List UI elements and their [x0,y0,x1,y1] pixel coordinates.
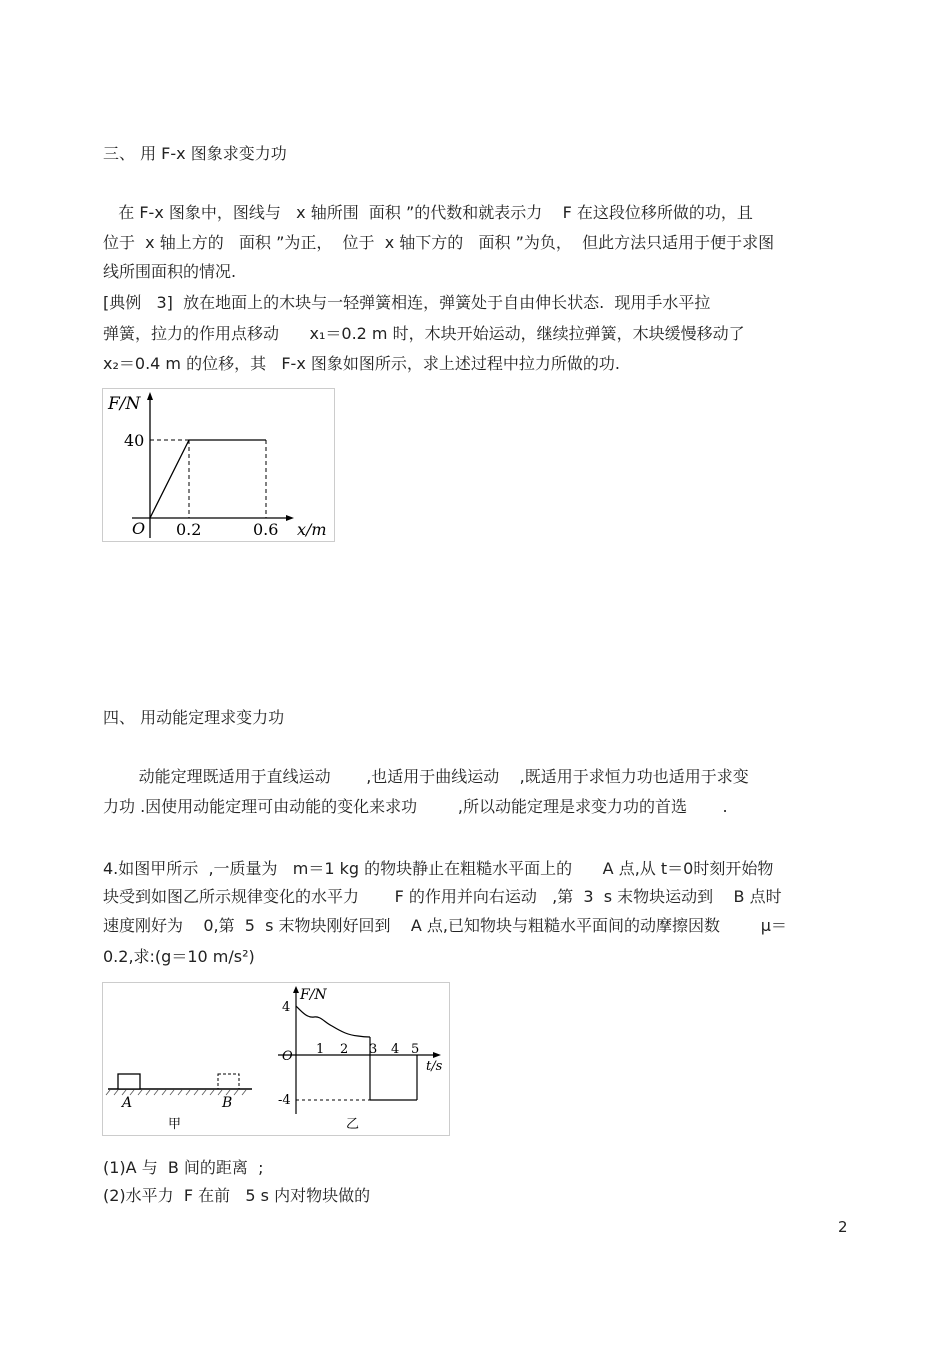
fx-force-curve [150,440,266,518]
section-4-para-line-2: 力功 .因使用动能定理可由动能的变化来求功 ,所以动能定理是求变力功的首选 . [103,797,728,816]
page-number: 2 [838,1218,848,1236]
ft-y-arrow [293,986,299,993]
ft-y-tick-minus-4: -4 [278,1093,291,1108]
section-4-para-line-1: 动能定理既适用于直线运动 ,也适用于曲线运动 ,既适用于求恒力功也适用于求变 [103,767,749,786]
problem-4-line-3: 速度刚好为 0,第 5 s 末物块刚好回到 A 点,已知物块与粗糙水平面间的动摩擦因数 μ＝ [103,916,787,935]
example-3-line-2: 弹簧，拉力的作用点移动 x₁＝0.2 m 时，木块开始运动，继续拉弹簧，木块缓慢移动了 [103,324,745,343]
question-2: (2)水平力 F 在前 5 s 内对物块做的 [103,1186,371,1205]
section-3-para-line-3: 线所围面积的情况. [103,262,237,281]
caption-jia: 甲 [168,1117,182,1132]
problem-4-line-1: 4.如图甲所示 ,一质量为 m＝1 kg 的物块静止在粗糙水平面上的 A 点,从 t＝0时刻开始物 [103,859,774,878]
ft-x-tick-1: 1 [316,1042,325,1057]
label-b: B [222,1095,233,1111]
problem-4-line-4: 0.2,求:(g＝10 m/s²) [103,947,255,966]
fx-x-label: x/m [297,520,327,539]
section-3-para-line-2: 位于 x 轴上方的 面积 ”为正， 位于 x 轴下方的 面积 ”为负， 但此方法只适用于便于求图 [103,233,775,252]
ft-force-curve-0-3 [296,1006,370,1037]
ft-x-arrow [433,1052,441,1058]
question-1: (1)A 与 B 间的距离 ; [103,1158,264,1177]
problem-4-line-2: 块受到如图乙所示规律变化的水平力 F 的作用并向右运动 ,第 3 s 末物块运动到 B 点时 [103,887,782,906]
fx-x-tick-02: 0.2 [176,520,202,539]
example-3-line-1: [典例 3] 放在地面上的木块与一轻弹簧相连，弹簧处于自由伸长状态. 现用手水平拉 [103,293,711,312]
ft-y-tick-4: 4 [282,1000,291,1015]
ft-x-tick-5: 5 [411,1042,420,1057]
section-3-para-line-1: 在 F-x 图象中，图线与 x 轴所围 面积 ”的代数和就表示力 F 在这段位移所做的功，且 [103,203,753,222]
ft-x-label: t/s [426,1059,443,1074]
ft-x-tick-4: 4 [391,1042,400,1057]
ft-x-tick-2: 2 [340,1042,349,1057]
fx-y-label: F/N [108,394,141,414]
fx-graph-figure [102,388,338,543]
caption-yi: 乙 [346,1117,360,1132]
fx-origin: O [132,519,146,538]
fx-y-arrow [147,392,153,400]
fx-y-tick-40: 40 [124,431,145,450]
ft-x-tick-3: 3 [369,1042,378,1057]
fig2-frame [103,983,450,1136]
example-3-line-3: x₂＝0.4 m 的位移，其 F-x 图象如图所示，求上述过程中拉力所做的功. [103,354,620,373]
fx-x-arrow [286,515,294,521]
fx-x-tick-06: 0.6 [253,520,279,539]
block-at-b-dashed [218,1074,239,1089]
label-a: A [122,1095,133,1111]
section-4-heading: 四、 用动能定理求变力功 [103,708,285,727]
ft-origin: O [282,1049,293,1064]
section-3-heading: 三、 用 F-x 图象求变力功 [103,144,287,163]
ft-y-label: F/N [300,987,327,1003]
block-at-a [118,1074,140,1089]
problem-4-figure [102,982,452,1138]
